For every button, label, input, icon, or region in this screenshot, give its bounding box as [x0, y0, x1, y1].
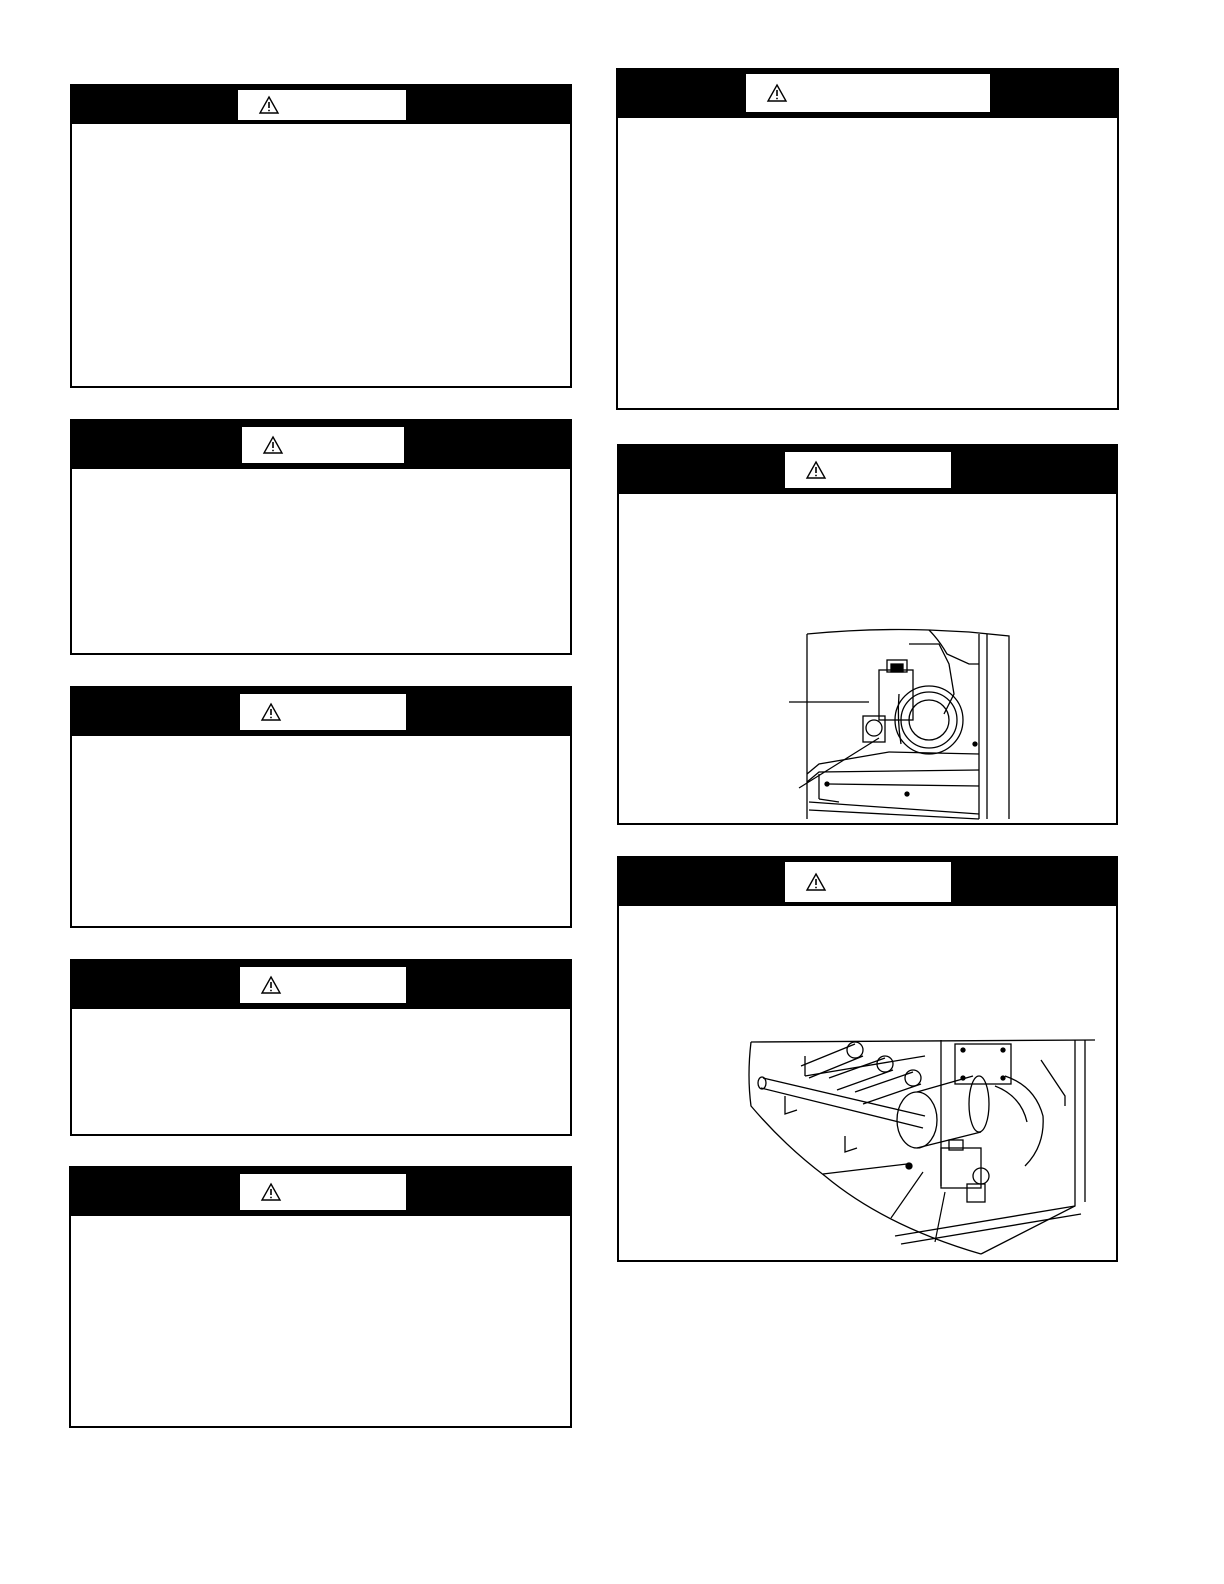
- warning-triangle-icon: [805, 460, 827, 480]
- warning-header: [72, 688, 570, 736]
- warning-tag: [238, 90, 406, 120]
- warning-tag: [746, 74, 990, 112]
- warning-triangle-icon: [260, 1182, 282, 1202]
- callout-leaders: [789, 686, 889, 796]
- warning-box-2: [70, 419, 572, 655]
- warning-header: [72, 86, 570, 124]
- warning-tag: [240, 967, 406, 1003]
- warning-box-3: [70, 686, 572, 928]
- warning-body: [72, 469, 570, 653]
- warning-body: [72, 124, 570, 386]
- warning-header: [71, 1168, 570, 1216]
- warning-header: [619, 446, 1116, 494]
- warning-box-7: [617, 444, 1118, 825]
- callout-leaders: [819, 1152, 959, 1252]
- warning-tag: [240, 1174, 406, 1210]
- warning-header: [72, 421, 570, 469]
- warning-header: [618, 70, 1117, 118]
- warning-tag: [785, 862, 951, 902]
- warning-box-5: [69, 1166, 572, 1428]
- warning-body: [72, 1009, 570, 1134]
- warning-body: [71, 1216, 570, 1426]
- warning-tag: [785, 452, 951, 488]
- warning-triangle-icon: [258, 95, 280, 115]
- warning-triangle-icon: [260, 975, 282, 995]
- warning-header: [72, 961, 570, 1009]
- warning-header: [619, 858, 1116, 906]
- warning-triangle-icon: [262, 435, 284, 455]
- warning-tag: [240, 694, 406, 730]
- warning-triangle-icon: [766, 83, 788, 103]
- warning-box-6: [616, 68, 1119, 410]
- warning-box-1: [70, 84, 572, 388]
- warning-box-8: [617, 856, 1118, 1262]
- warning-triangle-icon: [805, 872, 827, 892]
- warning-body: [72, 736, 570, 926]
- warning-tag: [242, 427, 404, 463]
- warning-box-4: [70, 959, 572, 1136]
- warning-triangle-icon: [260, 702, 282, 722]
- warning-body: [618, 118, 1117, 408]
